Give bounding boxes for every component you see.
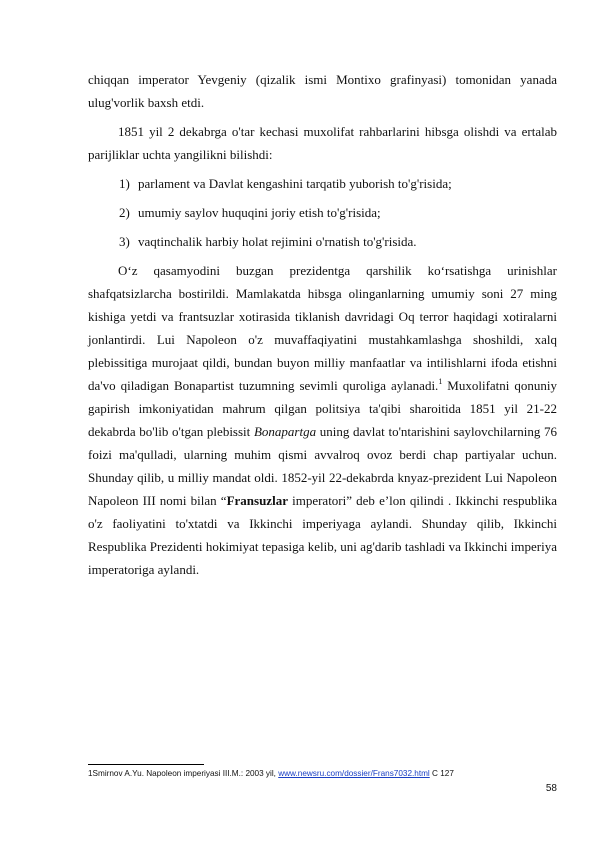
paragraph-1: chiqqan imperator Yevgeniy (qizalik ismi Montixo grafinyasi) tomonidan yanada ulug'vorlik baxsh etdi. xyxy=(88,72,557,110)
list-text: umumiy saylov huquqini joriy etish to'g'risida; xyxy=(138,205,381,220)
footnote-link[interactable]: www.newsru.com/dossier/Frans7032.html xyxy=(278,769,430,778)
paragraph-3-text-d: imperatori” deb e’lon qilindi . Ikkinchi respublika o'z faoliyatini to'xtatdi va Ikkinchi imperiyaga aylandi. Shunday qilib, Ikkinchi Respublika Prezidenti hokimiyat tepasiga kelib, uni ag'darib tashladi va Ikkinchi imperiya imperatoriga aylandi. xyxy=(88,493,558,577)
paragraph-2: 1851 yil 2 dekabrga o'tar kechasi muxolifat rahbarlarini hibsga olishdi va ertalab parijliklar uchta yangilikni bilishdi: xyxy=(88,124,557,162)
list-item xyxy=(88,230,557,253)
footnote-page: C 127 xyxy=(429,769,454,778)
list-item xyxy=(88,172,557,195)
list-number: 3) xyxy=(119,234,130,249)
paragraph-3-text-c: uning davlat to'ntarishini saylovchilarning 76 foizi ma'qulladi, ularning muhim qismi avvalroq ovoz berdi chap partiyalar uchun. Shunday qilib, u milliy mandat oldi. 1852-yil 22-dekabrda knyaz-prezident Lui Napoleon Napoleon III nomi bilan “ xyxy=(88,424,558,508)
list-number: 1) xyxy=(119,176,130,191)
footnote-marker[interactable]: 1 xyxy=(438,377,443,386)
page-number: 58 xyxy=(545,783,557,794)
footnote-separator xyxy=(88,764,204,765)
list-number: 2) xyxy=(119,205,130,220)
footnote-text: 1Smirnov A.Yu. Napoleon imperiyasi III.M.: 2003 yil, xyxy=(88,769,279,778)
list-text: vaqtinchalik harbiy holat rejimini o'rnatish to'g'risida. xyxy=(138,234,417,249)
footnote xyxy=(88,768,454,779)
list-text: parlament va Davlat kengashini tarqatib yuborish to'g'risida; xyxy=(138,176,452,191)
document-body xyxy=(88,68,557,587)
italic-term: Bonapartga xyxy=(253,424,317,439)
paragraph-3 xyxy=(88,259,557,581)
paragraph-3-text-a: O‘z qasamyodini buzgan prezidentga qarshilik ko‘rsatishga urinishlar shafqatsizlarcha bostirildi. Mamlakatda hibsga olinganlarning umumiy soni 27 ming kishiga yetdi va frantsuzlar xotirasida tiklanish davridagi Oq terror haqidagi xotiralarni jonlantirdi. Lui Napoleon o'z muvaffaqiyatini mustahkamlashga shoshildi, xalq plebissitiga murojaat qildi, bundan buyon milliy manfaatlar va intilishlarni ifoda etishni da'vo qiladigan Bonapartist tuzumning sevimli quroliga aylanadi. xyxy=(88,263,557,393)
paragraph-3-text-b: Muxolifatni qonuniy gapirish imkoniyatidan mahrum qilgan politsiya ta'qibi sharoitida 1851 yil 21-22 dekabrda bo'lib o'tgan plebissit xyxy=(88,378,557,439)
bold-term: Fransuzlar xyxy=(226,493,288,508)
list-item xyxy=(88,201,557,224)
